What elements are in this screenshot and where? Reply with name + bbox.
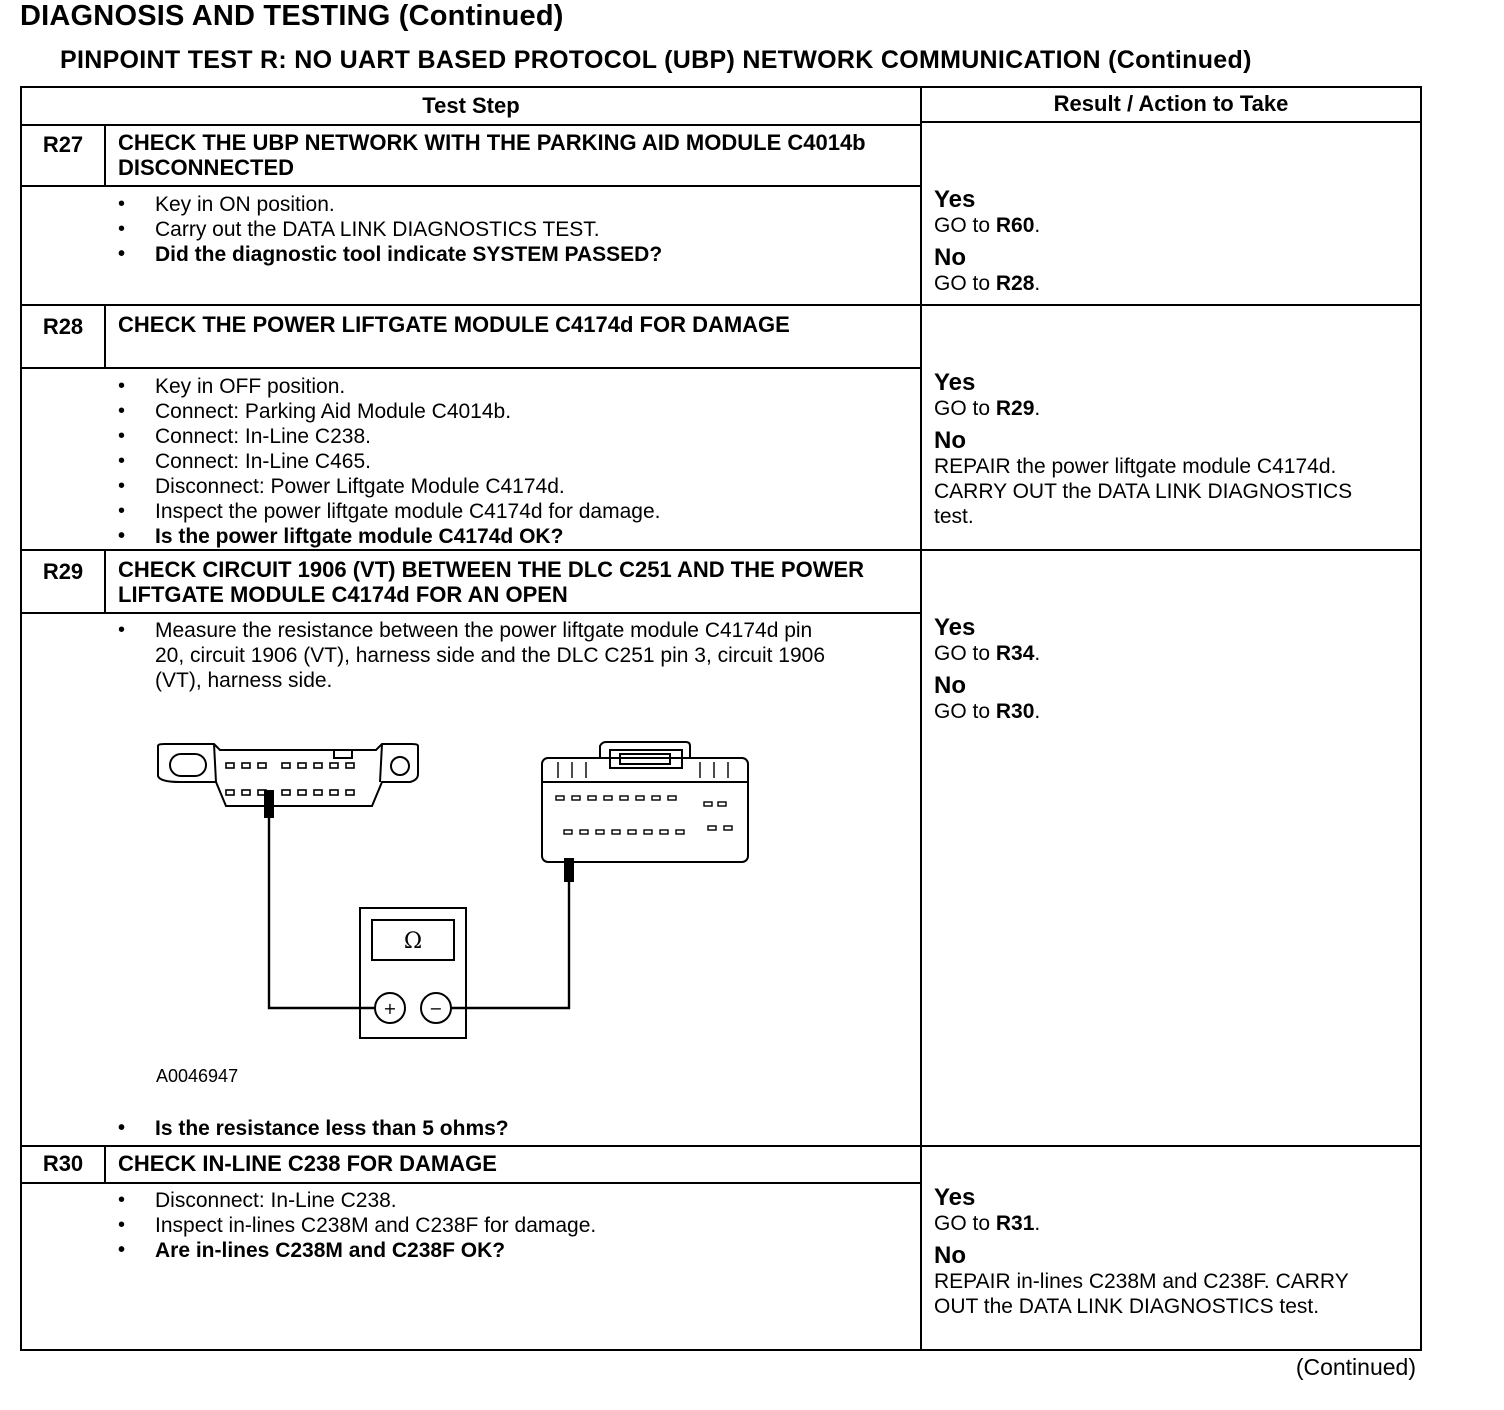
no-action: GO to R30. [934,700,1041,723]
continued-note: (Continued) [1295,1354,1416,1380]
list-item: • Disconnect: In-Line C238. [118,1188,898,1213]
yes-label: Yes [934,614,976,641]
title-divider [22,1182,920,1184]
step-title: CHECK THE UBP NETWORK WITH THE PARKING AID MODULE C4014b DISCONNECTED [118,130,866,180]
list-item: • Key in OFF position. [118,374,898,399]
yes-action: GO to R31. [934,1212,1041,1235]
yes-ref: R31 [995,1212,1035,1235]
column-divider [920,88,922,1349]
id-divider [104,1147,106,1183]
step-result [934,1184,1374,1319]
title-divider [22,612,920,614]
yes-label: Yes [934,1184,976,1211]
step-id: R30 [42,1151,84,1176]
header-test-step: Test Step [422,93,520,118]
list-item: • Inspect in-lines C238M and C238F for damage. [118,1213,898,1238]
yes-label: Yes [934,186,976,213]
yes-ref: R29 [995,397,1035,420]
step-bullets [118,1188,898,1263]
step-id: R29 [42,559,84,584]
dlc-right-mount [391,757,409,775]
row-divider [22,549,1420,551]
no-action: GO to R28. [934,272,1041,295]
list-item: • Inspect the power liftgate module C4174d for damage. [118,499,898,524]
page-title: DIAGNOSIS AND TESTING (Continued) [20,0,564,32]
step-question: • Is the power liftgate module C4174d OK? [118,524,898,549]
module-pins [556,762,732,834]
no-ref: R28 [995,272,1035,295]
dlc-key [334,750,352,758]
dlc-pins [226,763,354,795]
no-label: No [934,244,966,271]
id-divider [104,306,106,368]
step-question: • Did the diagnostic tool indicate SYSTEM PASSED? [118,242,898,267]
header-divider-right [920,121,1420,123]
yes-label: Yes [934,369,976,396]
no-action: REPAIR the power liftgate module C4174d. CARRY OUT the DATA LINK DIAGNOSTICS test. [934,455,1353,528]
step-bullets [118,374,898,549]
step-result [934,369,1374,529]
row-divider [22,304,1420,306]
yes-action: GO to R60. [934,214,1041,237]
no-action: REPAIR in-lines C238M and C238F. CARRY OUT the DATA LINK DIAGNOSTICS test. [934,1270,1349,1318]
step-title: CHECK IN-LINE C238 FOR DAMAGE [118,1151,497,1176]
plus-symbol: + [383,999,397,1018]
list-item: • Connect: Parking Aid Module C4014b. [118,399,898,424]
figure-id: A0046947 [156,1066,239,1086]
no-label: No [934,672,966,699]
step-question: • Are in-lines C238M and C238F OK? [118,1238,898,1263]
id-divider [104,551,106,613]
list-item: • Disconnect: Power Liftgate Module C4174d. [118,474,898,499]
no-ref: R30 [995,700,1035,723]
module-connector-outline [542,758,748,862]
ohm-symbol: Ω [403,929,423,954]
no-label: No [934,1242,966,1269]
step-question-list [118,1116,898,1141]
module-probe [564,858,574,882]
step-id: R28 [42,314,84,339]
header-result: Result / Action to Take [1053,91,1289,116]
resistance-test-diagram [120,650,770,1050]
list-item: • Carry out the DATA LINK DIAGNOSTICS TEST. [118,217,898,242]
list-item: • Measure the resistance between the power liftgate module C4174d pin 20, circuit 1906 (VT), harness side and the DLC C251 pin 3, circuit 1906 (VT), harness side. [118,618,838,693]
dlc-left-mount [170,754,206,776]
step-title: CHECK CIRCUIT 1906 (VT) BETWEEN THE DLC C251 AND THE POWER LIFTGATE MODULE C4174d FOR AN OPEN [118,557,865,607]
list-item: • Connect: In-Line C238. [118,424,898,449]
step-question: • Is the resistance less than 5 ohms? [118,1116,898,1141]
step-result [934,186,1404,296]
row-divider [22,1145,1420,1147]
list-item: • Key in ON position. [118,192,898,217]
yes-action: GO to R34. [934,642,1041,665]
header-divider-left [22,124,920,126]
no-label: No [934,427,966,454]
minus-symbol: − [429,999,443,1018]
dlc-probe [264,790,274,818]
section-title: PINPOINT TEST R: NO UART BASED PROTOCOL (UBP) NETWORK COMMUNICATION (Continued) [60,46,1252,74]
step-bullets [118,192,898,267]
title-divider [22,185,920,187]
test-leads [269,818,569,1008]
yes-ref: R34 [995,642,1035,665]
step-title: CHECK THE POWER LIFTGATE MODULE C4174d FOR DAMAGE [118,312,790,337]
step-id: R27 [42,132,84,157]
list-item: • Connect: In-Line C465. [118,449,898,474]
title-divider [22,367,920,369]
multimeter-body [360,908,466,1038]
yes-ref: R60 [995,214,1035,237]
yes-action: GO to R29. [934,397,1041,420]
step-result [934,614,1404,724]
id-divider [104,124,106,186]
